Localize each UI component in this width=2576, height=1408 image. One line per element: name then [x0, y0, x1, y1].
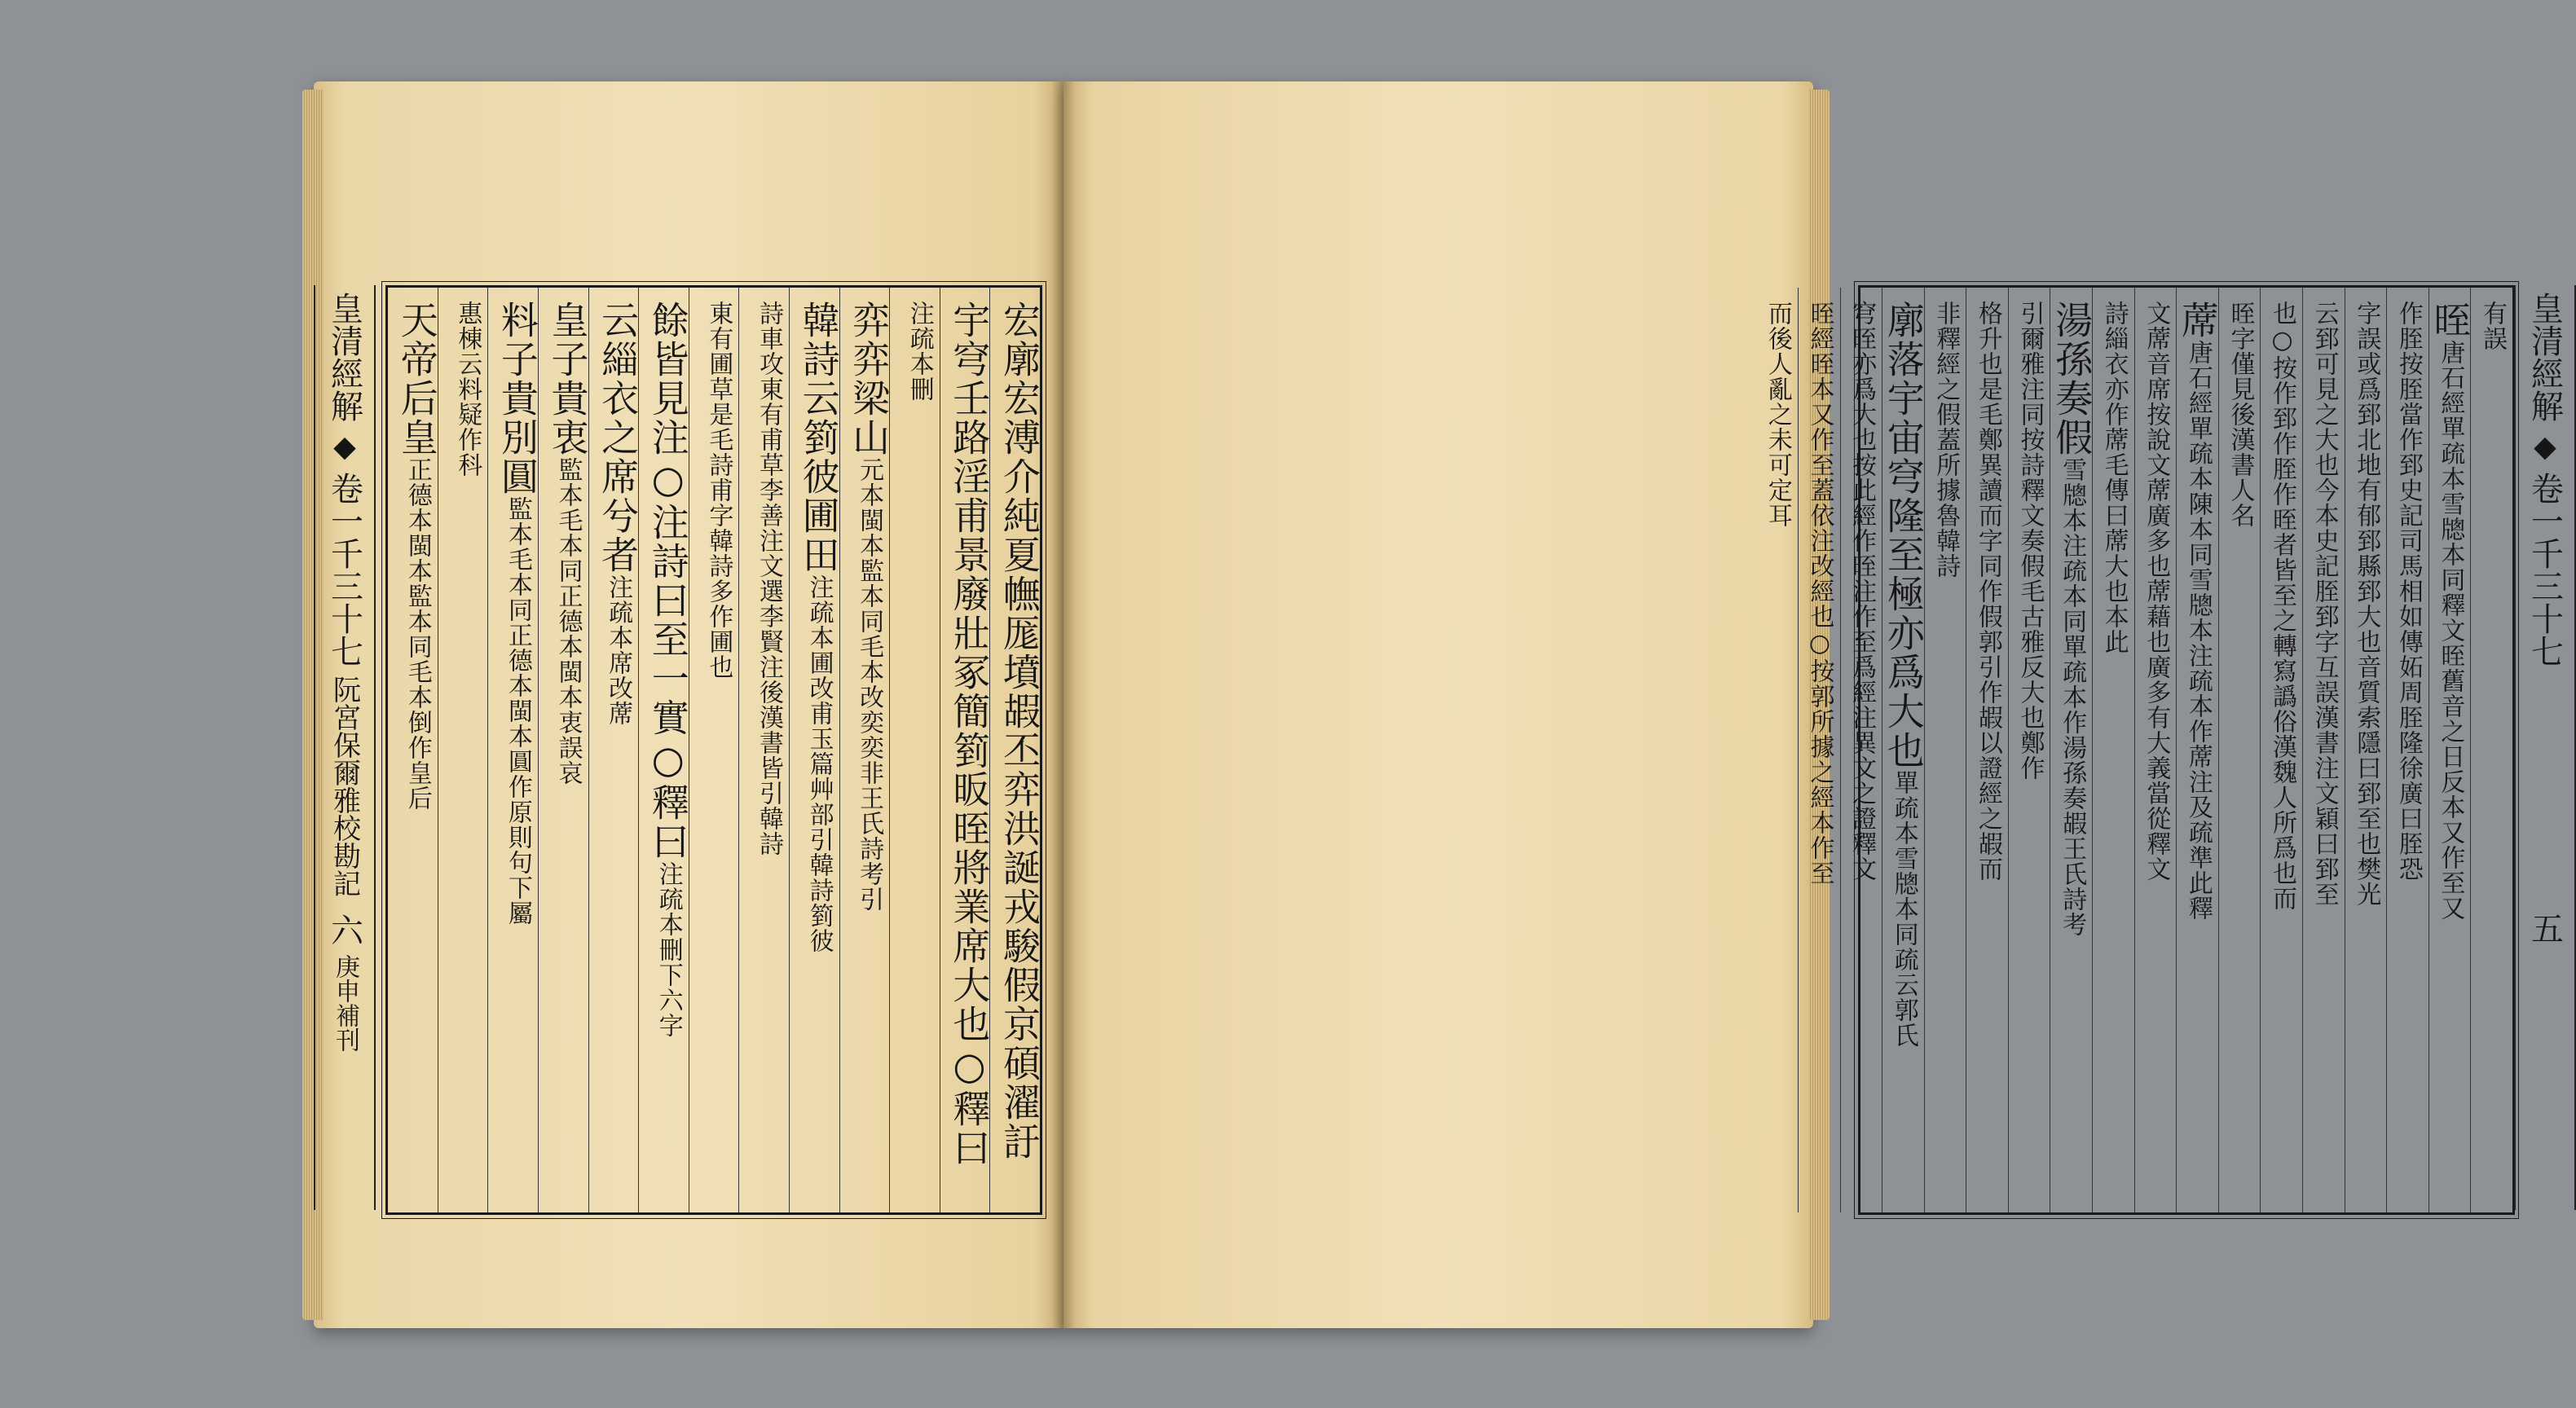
- left-page: [314, 81, 1063, 1328]
- right-page: [1063, 81, 2564, 1328]
- text-column: [438, 288, 488, 1212]
- main-text: 蓆: [2175, 301, 2220, 340]
- main-text: 廓落宇宙穹隆至極亦爲大也: [1881, 301, 1926, 770]
- text-column: [388, 288, 438, 1212]
- main-text: 宏廓宏溥介純夏幠厖墳嘏丕弈洪誕戎駿假京碩濯訏: [997, 301, 1041, 1161]
- commentary-text: 字誤或爲郅北地有郁郅縣郅大也音質索隱曰郅至也樊光: [2352, 301, 2381, 907]
- commentary-text: 注疏本刪: [905, 301, 934, 402]
- text-column: [1924, 288, 1966, 1212]
- text-column: [738, 288, 789, 1212]
- text-column: [1882, 288, 1924, 1212]
- text-column: [789, 288, 839, 1212]
- text-column: [2386, 288, 2428, 1212]
- main-text: 云緇衣之席兮者: [596, 301, 641, 574]
- text-column: [940, 288, 990, 1212]
- left-columns: [388, 288, 1040, 1212]
- book-gutter: [1051, 81, 1076, 1328]
- text-column: [588, 288, 639, 1212]
- right-banner-title: 皇清經解: [2525, 292, 2564, 422]
- text-column: [1756, 288, 1798, 1212]
- commentary-text: 正德本閩本監本同毛本倒作皇后: [403, 457, 432, 811]
- main-text: 天帝后皇: [394, 301, 439, 457]
- main-text: 料子貴別圓: [495, 301, 539, 496]
- text-column: [2302, 288, 2345, 1212]
- left-banner-volume: 卷一千三十七: [325, 472, 363, 667]
- text-column: [638, 288, 689, 1212]
- text-column: [1798, 288, 1840, 1212]
- commentary-text: 詩車攻東有甫草李善注文選李賢注後漢書皆引韓詩: [754, 301, 783, 856]
- main-text: 弈弈梁山: [847, 301, 892, 457]
- text-column: [1966, 288, 2008, 1212]
- main-text: 韓詩云箌彼圃田: [796, 301, 841, 574]
- commentary-text: 惠棟云料疑作科: [453, 301, 482, 477]
- left-banner: [314, 285, 376, 1210]
- text-column: [1840, 288, 1882, 1212]
- commentary-text: 而後人亂之未可定耳: [1763, 301, 1792, 528]
- right-text-frame: [1763, 285, 2515, 1215]
- text-column: [2176, 288, 2218, 1212]
- main-text: 宇穹壬路淫甫景廢壯冢簡箌昄晊將業席大也○釋曰: [947, 301, 992, 1168]
- commentary-text: 注疏本刪下六字: [654, 861, 683, 1038]
- commentary-text: 注疏本圃改甫玉篇艸部引韓詩箌彼: [804, 574, 834, 953]
- text-column: [989, 288, 1040, 1212]
- text-column: [689, 288, 739, 1212]
- left-banner-foot: 庚申補刊: [331, 954, 359, 1052]
- text-column: [2260, 288, 2302, 1212]
- right-banner-page: 五: [2525, 912, 2564, 944]
- main-text: 湯孫奏假: [2050, 301, 2094, 457]
- commentary-text: 監本毛本同正德本閩本圓作原則句下屬: [503, 496, 532, 926]
- commentary-text: 格升也是毛鄭異讀而字同作假郭引作嘏以證經之嘏而: [1973, 301, 2002, 882]
- text-column: [2134, 288, 2177, 1212]
- right-banner: [2514, 285, 2576, 1210]
- commentary-text: 也○按作郅作胵作晊者皆至之轉寫譌俗漢魏人所爲也而: [2268, 301, 2297, 911]
- left-banner-page: 六: [325, 913, 363, 946]
- commentary-text: 晊字僅見後漢書人名: [2226, 301, 2255, 528]
- text-column: [2428, 288, 2471, 1212]
- text-column: [487, 288, 538, 1212]
- commentary-text: 唐石經單疏本雪牕本同釋文晊舊音之日反本又作至又: [2436, 340, 2465, 921]
- commentary-text: 詩緇衣亦作蓆毛傳曰蓆大也本此: [2099, 301, 2129, 654]
- commentary-text: 非釋經之假蓋所據魯韓詩: [1931, 301, 1961, 579]
- commentary-text: 雪牕本注疏本同單疏本作湯孫奏嘏王氏詩考: [2058, 457, 2087, 937]
- text-column: [839, 288, 890, 1212]
- main-text: 餘皆見注○注詩曰至一實○釋曰: [645, 301, 690, 861]
- fish-tail-mark-icon: ◆: [2528, 430, 2562, 464]
- fish-tail-mark-icon: ◆: [328, 430, 362, 464]
- commentary-text: 穹晊亦爲大也按此經作晊注作至爲經注異文之證釋文: [1847, 301, 1877, 882]
- commentary-text: 云郅可見之大也今本史記胵郅字互誤漢書注文穎曰郅至: [2310, 301, 2339, 907]
- commentary-text: 晊經晊本又作至蓋依注改經也○按郭所據之經本作至: [1805, 301, 1834, 886]
- commentary-text: 引爾雅注同按詩釋文奏假毛古雅反大也鄭作: [2015, 301, 2045, 781]
- text-column: [538, 288, 588, 1212]
- text-column: [2345, 288, 2387, 1212]
- main-text: 皇子貴衷: [545, 301, 590, 457]
- left-text-frame: [385, 285, 1042, 1215]
- commentary-text: 有誤: [2478, 301, 2507, 351]
- commentary-text: 注疏本席改蓆: [604, 574, 633, 726]
- text-column: [889, 288, 940, 1212]
- left-banner-title: 皇清經解: [325, 292, 363, 422]
- open-book: [306, 81, 2564, 1344]
- commentary-text: 文蓆音席按說文蓆廣多也蓆藉也廣多有大義當從釋文: [2142, 301, 2171, 882]
- commentary-text: 監本毛本同正德本閩本衷誤哀: [553, 457, 583, 785]
- commentary-text: 單疏本雪牕本同疏云郭氏: [1889, 770, 1918, 1048]
- commentary-text: 唐石經單疏本陳本同雪牕本注疏本作蓆注及疏準此釋: [2183, 340, 2213, 921]
- text-column: [2470, 288, 2512, 1212]
- text-column: [2008, 288, 2050, 1212]
- right-columns: [1763, 288, 2512, 1212]
- text-column: [2218, 288, 2261, 1212]
- commentary-text: 東有圃草是毛詩甫字韓詩多作圃也: [704, 301, 733, 680]
- main-text: 晊: [2428, 301, 2473, 340]
- left-banner-subtitle: 阮宮保爾雅校勘記: [328, 675, 361, 897]
- commentary-text: 作胵按胵當作郅史記司馬相如傳妬周胵隆徐廣曰胵恐: [2393, 301, 2423, 882]
- commentary-text: 元本閩本監本同毛本改奕奕非王氏詩考引: [855, 457, 884, 912]
- text-column: [2050, 288, 2092, 1212]
- text-column: [2092, 288, 2134, 1212]
- right-banner-volume: 卷一千三十七: [2525, 472, 2564, 667]
